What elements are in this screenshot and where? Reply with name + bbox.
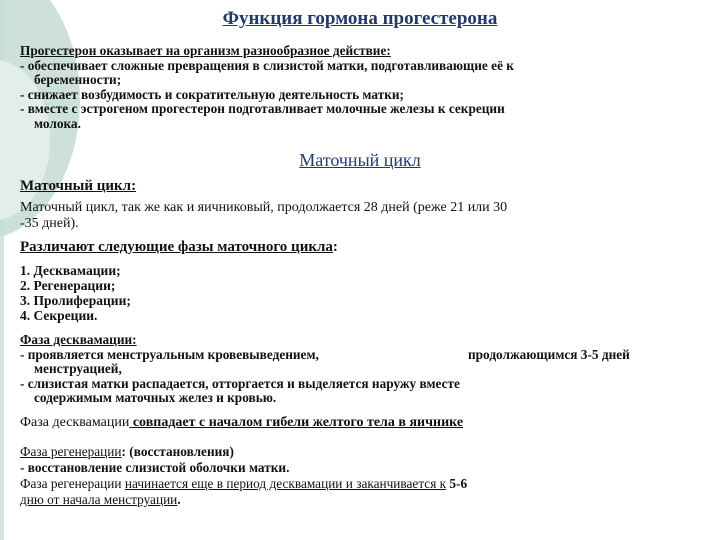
section-subtitle: Маточный цикл <box>299 150 421 170</box>
regeneration-line2: - восстановление слизистой оболочки матки. <box>20 460 290 475</box>
page-title: Функция гормона прогестерона <box>222 8 498 29</box>
desquamation-block <box>20 333 700 406</box>
desquamation-line2: менструацией, <box>34 361 122 376</box>
desquamation-line3: - слизистая матки распадается, отторгается и выделяется наружу вместе <box>20 375 460 391</box>
cycle-text <box>20 200 700 232</box>
desquamation-heading: Фаза десквамации: <box>20 332 137 347</box>
intro-item-3-cont: молока. <box>34 115 81 131</box>
regeneration-heading-rest: : (восстановления) <box>121 444 234 459</box>
desquamation-line1a: - проявляется менструальным кровевыведением, <box>20 346 319 362</box>
cycle-text-line1: Маточный цикл, так же как и яичниковый, продолжается 28 дней (реже 21 или 30 <box>20 200 508 215</box>
phases-list <box>20 263 700 323</box>
phase-item-3: 3. Пролиферации; <box>20 293 131 308</box>
phases-heading <box>20 239 338 256</box>
intro-item-2: - снижает возбудимость и сократительную деятельность матки; <box>20 86 404 102</box>
phase-item-4: 4. Секреции. <box>20 308 98 323</box>
regeneration-line4-end: . <box>177 492 181 507</box>
regeneration-line4: дню от начала менструации <box>20 492 178 507</box>
desquamation-summary <box>20 416 700 431</box>
phases-heading-text: Различают следующие фазы маточного цикла <box>20 239 333 255</box>
intro-item-3: - вместе с эстрогеном прогестерон подготавливает молочные железы к секреции <box>20 101 505 116</box>
cycle-text-line2: -35 дней). <box>20 216 79 231</box>
cycle-heading <box>20 178 136 195</box>
desquamation-line5b: совпадает с началом гибели желтого тела в яичнике <box>129 415 464 430</box>
intro-heading: Прогестерон оказывает на организм разнообразное действие: <box>20 43 391 58</box>
intro-item-1: - обеспечивает сложные превращения в слизистой матки, подготавливающие её к <box>20 57 514 73</box>
intro-item-1-cont: беременности; <box>34 72 122 87</box>
intro-block <box>20 44 700 131</box>
desquamation-line5a: Фаза десквамации <box>20 415 130 430</box>
desquamation-line1b: продолжающимся 3-5 дней <box>468 346 630 362</box>
phases-heading-colon: : <box>332 239 338 255</box>
regeneration-line3b: начинается еще в период десквамации и заканчивается к <box>124 476 447 491</box>
cycle-heading-text: Маточный цикл: <box>20 178 137 194</box>
phase-item-2: 2. Регенерации; <box>20 278 116 293</box>
regeneration-heading: Фаза регенерации <box>20 444 122 459</box>
regeneration-line3c: 5-6 <box>446 476 468 491</box>
desquamation-line4: содержимым маточных желез и кровью. <box>34 390 277 405</box>
phase-item-1: 1. Десквамации; <box>20 263 121 278</box>
regeneration-line3a: Фаза регенерации <box>20 476 125 491</box>
regeneration-block <box>20 444 700 508</box>
